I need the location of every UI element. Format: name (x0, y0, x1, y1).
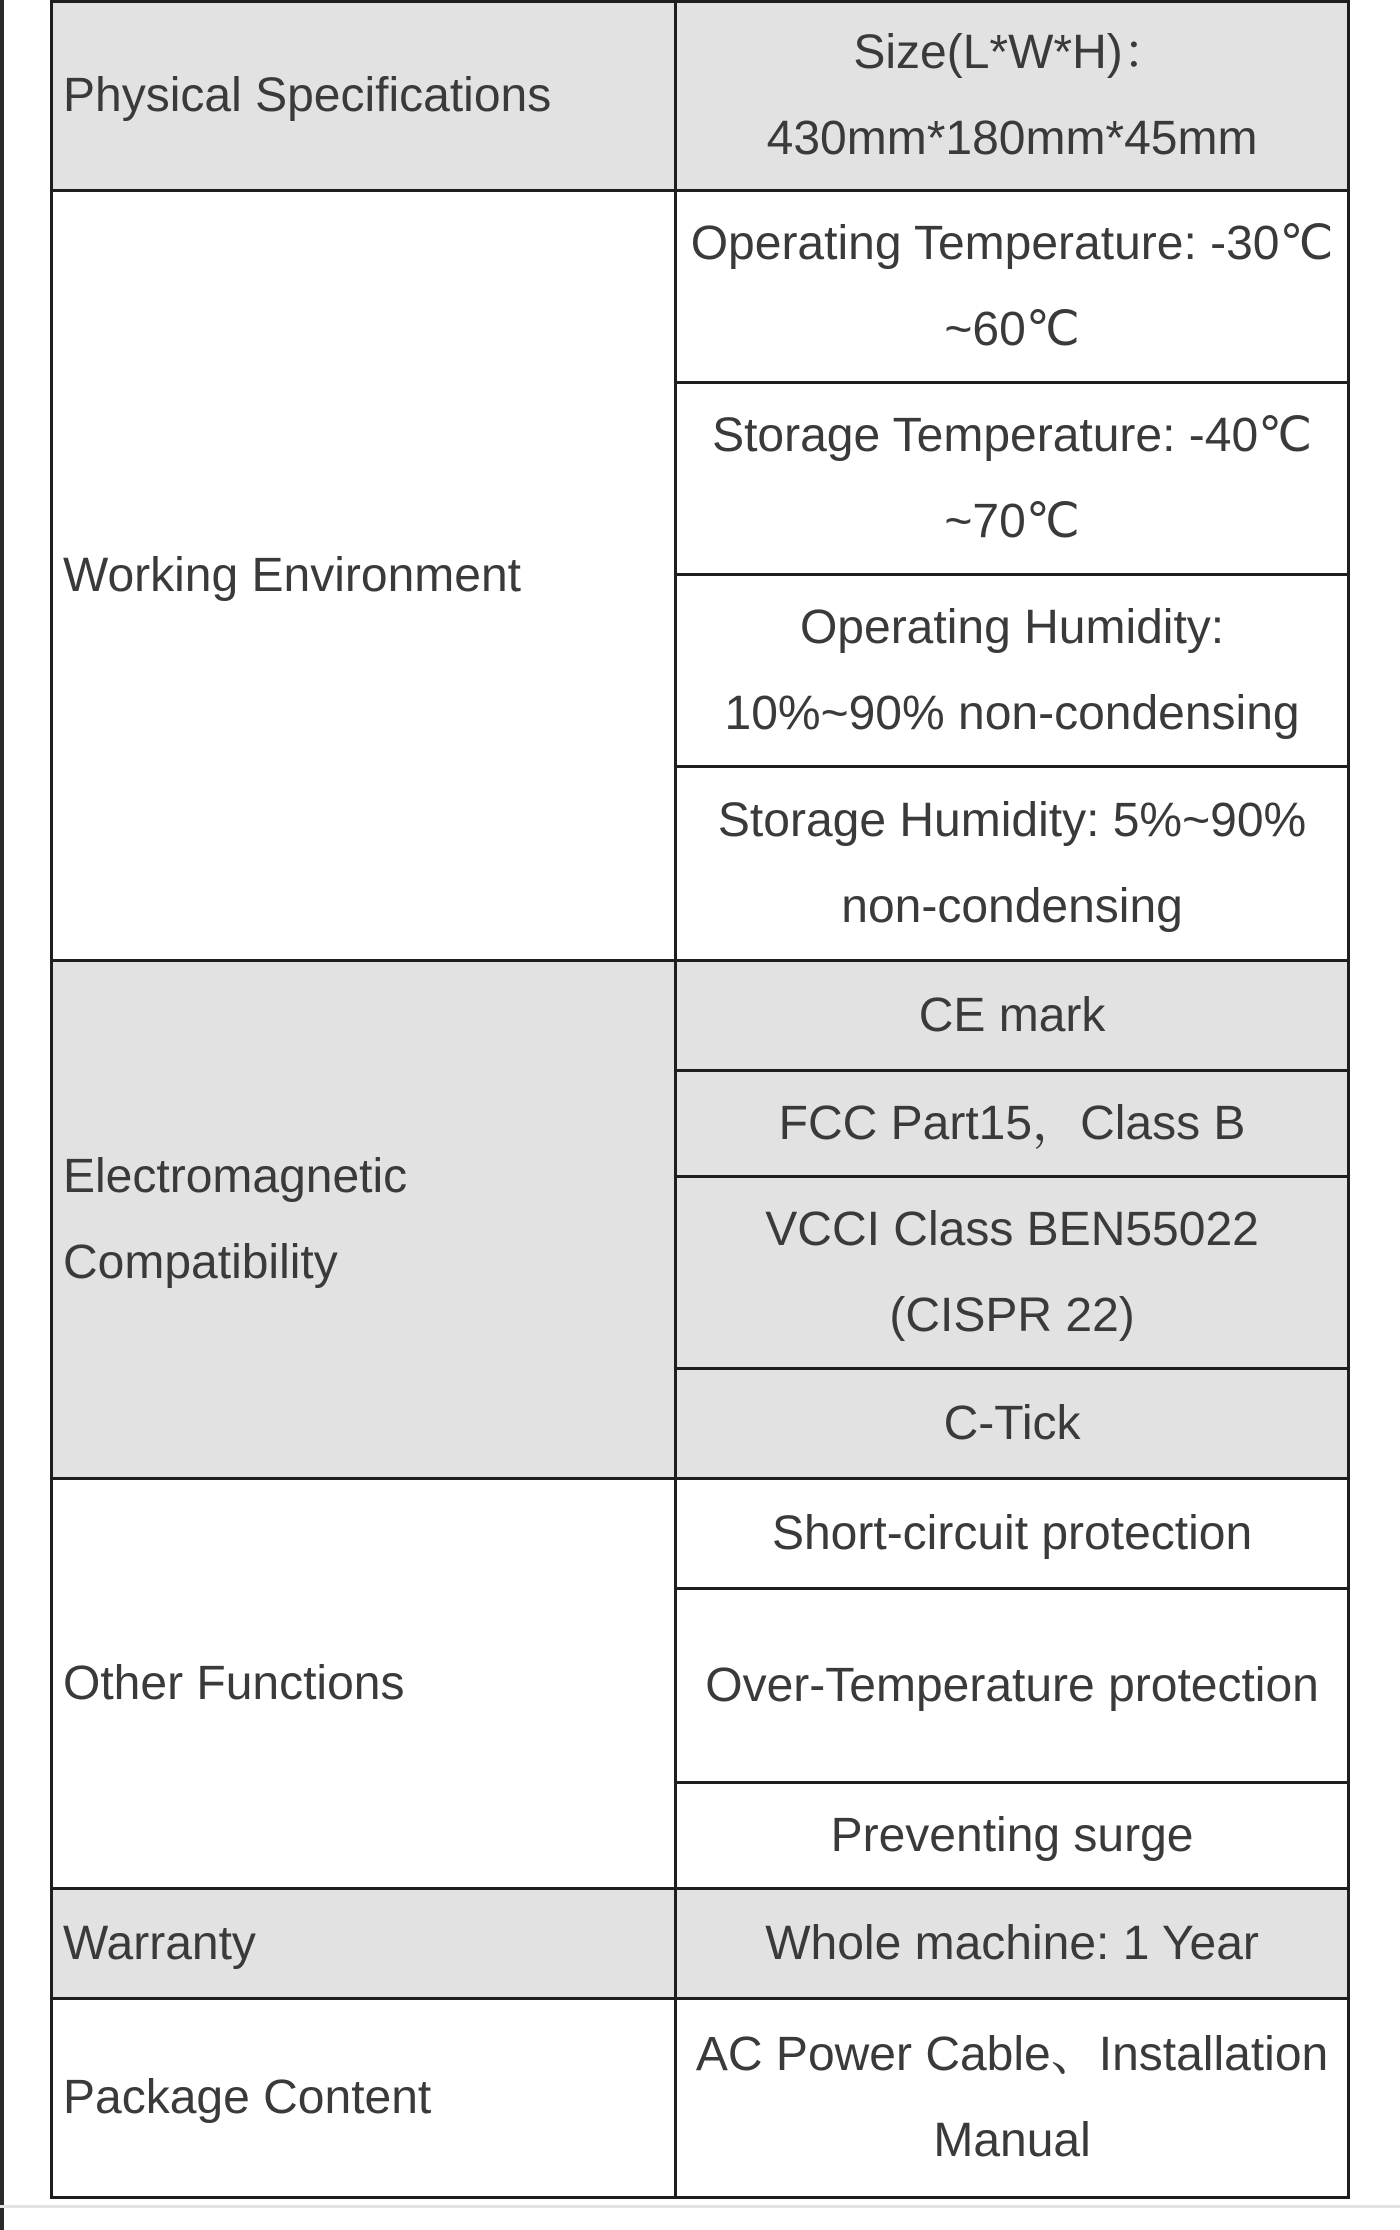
value-over-temperature-protection: Over-Temperature protection (676, 1589, 1349, 1783)
value-ce-mark: CE mark (676, 961, 1349, 1071)
row-label-physical-specifications: Physical Specifications (52, 2, 676, 191)
spec-table (50, 0, 1350, 2199)
value-vcci: VCCI Class BEN55022 (CISPR 22) (676, 1177, 1349, 1369)
table-row (52, 1479, 1349, 1589)
value-storage-temperature: Storage Temperature: -40℃ ~70℃ (676, 383, 1349, 575)
value-storage-humidity: Storage Humidity: 5%~90% non-condensing (676, 767, 1349, 961)
value-size: Size(L*W*H)：430mm*180mm*45mm (676, 2, 1349, 191)
value-c-tick: C-Tick (676, 1369, 1349, 1479)
table-row (52, 191, 1349, 383)
left-border-rule (0, 0, 4, 2230)
table-row (52, 961, 1349, 1071)
table-row (52, 1999, 1349, 2198)
row-label-electromagnetic-compatibility: Electromagnetic Compatibility (52, 961, 676, 1479)
row-label-other-functions: Other Functions (52, 1479, 676, 1889)
value-warranty: Whole machine: 1 Year (676, 1889, 1349, 1999)
row-label-working-environment: Working Environment (52, 191, 676, 961)
value-preventing-surge: Preventing surge (676, 1783, 1349, 1889)
value-fcc: FCC Part15，Class B (676, 1071, 1349, 1177)
value-operating-temperature: Operating Temperature: -30℃ ~60℃ (676, 191, 1349, 383)
value-package-content: AC Power Cable、Installation Manual (676, 1999, 1349, 2198)
value-operating-humidity: Operating Humidity: 10%~90% non-condensing (676, 575, 1349, 767)
row-label-package-content: Package Content (52, 1999, 676, 2198)
table-row (52, 2, 1349, 191)
row-label-warranty: Warranty (52, 1889, 676, 1999)
bottom-divider (0, 2205, 1400, 2208)
table-row (52, 1889, 1349, 1999)
value-short-circuit-protection: Short-circuit protection (676, 1479, 1349, 1589)
